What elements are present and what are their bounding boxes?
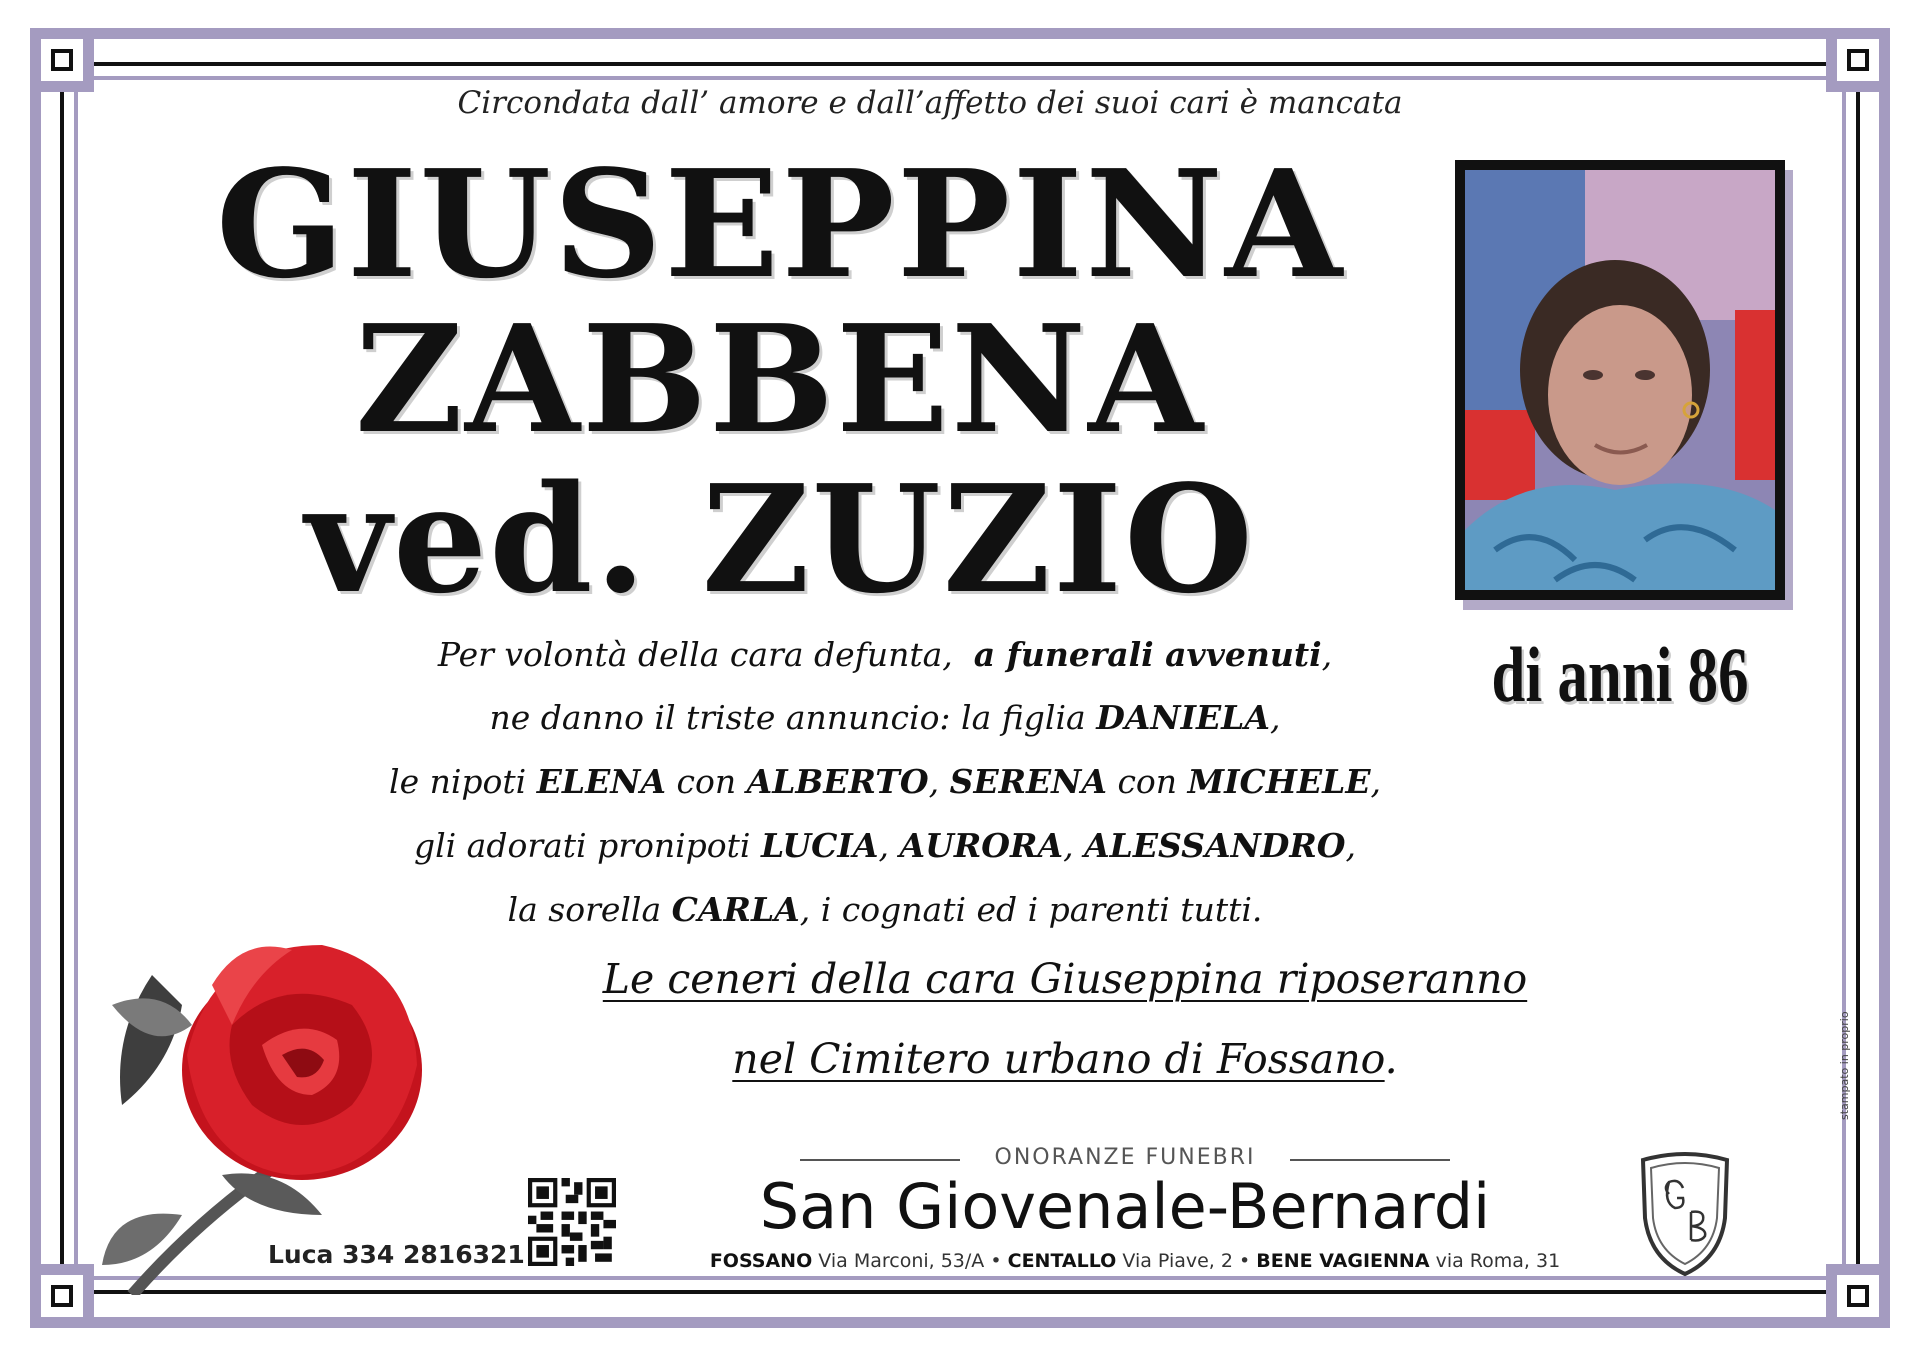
address-city: CENTALLO xyxy=(1007,1250,1117,1272)
corner-ornament-top-right xyxy=(1826,28,1890,92)
announcement-emphasis: a funerali avvenuti xyxy=(973,635,1322,674)
announcement-text: , xyxy=(1321,635,1333,674)
announcement-line-3 xyxy=(300,762,1470,801)
address-city: BENE VAGIENNA xyxy=(1256,1250,1430,1272)
announcement-text: la sorella xyxy=(507,890,662,929)
family-member-name: ALBERTO xyxy=(746,762,929,801)
announcement-line-4 xyxy=(300,826,1470,865)
funeral-home-shield-logo xyxy=(1635,1148,1735,1278)
announcement-text: con xyxy=(1117,762,1178,801)
announcement-text: , xyxy=(1345,826,1357,865)
announcement-line-1 xyxy=(300,635,1470,674)
address-street: via Roma, 31 xyxy=(1435,1250,1561,1272)
deceased-surname: ZABBENA xyxy=(355,292,1205,466)
ashes-line-2 xyxy=(500,1035,1630,1083)
address-street: Via Piave, 2 xyxy=(1122,1250,1233,1272)
rose-icon xyxy=(92,915,432,1295)
announcement-text: , xyxy=(878,826,889,865)
announcement-text: Per volontà della cara defunta, xyxy=(437,635,953,674)
announcement-text: gli adorati pronipoti xyxy=(413,826,751,865)
deceased-first-name: GIUSEPPINA xyxy=(215,137,1345,311)
family-member-name: LUCIA xyxy=(760,826,879,865)
portrait-photo xyxy=(1455,160,1785,600)
address-separator: • xyxy=(990,1250,1002,1272)
corner-ornament-top-left xyxy=(30,28,94,92)
ashes-text: nel Cimitero urbano di Fossano xyxy=(732,1035,1385,1083)
funeral-home-label: ONORANZE FUNEBRI xyxy=(994,1145,1256,1170)
announcement-text: , i cognati ed i parenti tutti. xyxy=(799,890,1263,929)
announcement-line-5 xyxy=(300,890,1470,929)
announcement-text: , xyxy=(1063,826,1074,865)
address-city: FOSSANO xyxy=(709,1250,813,1272)
printed-note: stampato in proprio xyxy=(1838,1011,1851,1120)
family-member-name: MICHELE xyxy=(1187,762,1371,801)
funeral-home-addresses xyxy=(560,1250,1710,1272)
announcement-text: con xyxy=(676,762,737,801)
corner-ornament-bottom-left xyxy=(30,1264,94,1328)
announcement-text: ne danno il triste annuncio: la figlia xyxy=(489,698,1086,737)
family-member-name: CARLA xyxy=(671,890,800,929)
corner-ornament-bottom-right xyxy=(1826,1264,1890,1328)
contact-phone: Luca 334 2816321 xyxy=(268,1240,525,1269)
age-label: di anni 86 xyxy=(1491,631,1749,718)
announcement-text: , xyxy=(1370,762,1381,801)
family-member-name: SERENA xyxy=(949,762,1107,801)
deceased-widow-of: ved. ZUZIO xyxy=(305,452,1255,626)
ashes-text: Le ceneri della cara Giuseppina riposeranno xyxy=(602,955,1528,1003)
family-member-name: ELENA xyxy=(536,762,666,801)
address-separator: • xyxy=(1239,1250,1251,1272)
portrait-image xyxy=(1465,170,1775,590)
family-member-name: AURORA xyxy=(899,826,1064,865)
ashes-period: . xyxy=(1384,1035,1398,1083)
intro-text: Circondata dall’ amore e dall’affetto dei suoi cari è mancata xyxy=(457,85,1403,121)
divider-right xyxy=(1290,1159,1450,1161)
announcement-text: , xyxy=(928,762,940,801)
announcement-text: , xyxy=(1269,698,1281,737)
announcement-text: le nipoti xyxy=(389,762,527,801)
family-member-name: DANIELA xyxy=(1096,698,1270,737)
family-member-name: ALESSANDRO xyxy=(1084,826,1346,865)
address-street: Via Marconi, 53/A xyxy=(818,1250,985,1272)
funeral-home-name: San Giovenale-Bernardi xyxy=(759,1170,1491,1243)
ashes-line-1 xyxy=(500,955,1630,1003)
announcement-line-2 xyxy=(300,698,1470,737)
